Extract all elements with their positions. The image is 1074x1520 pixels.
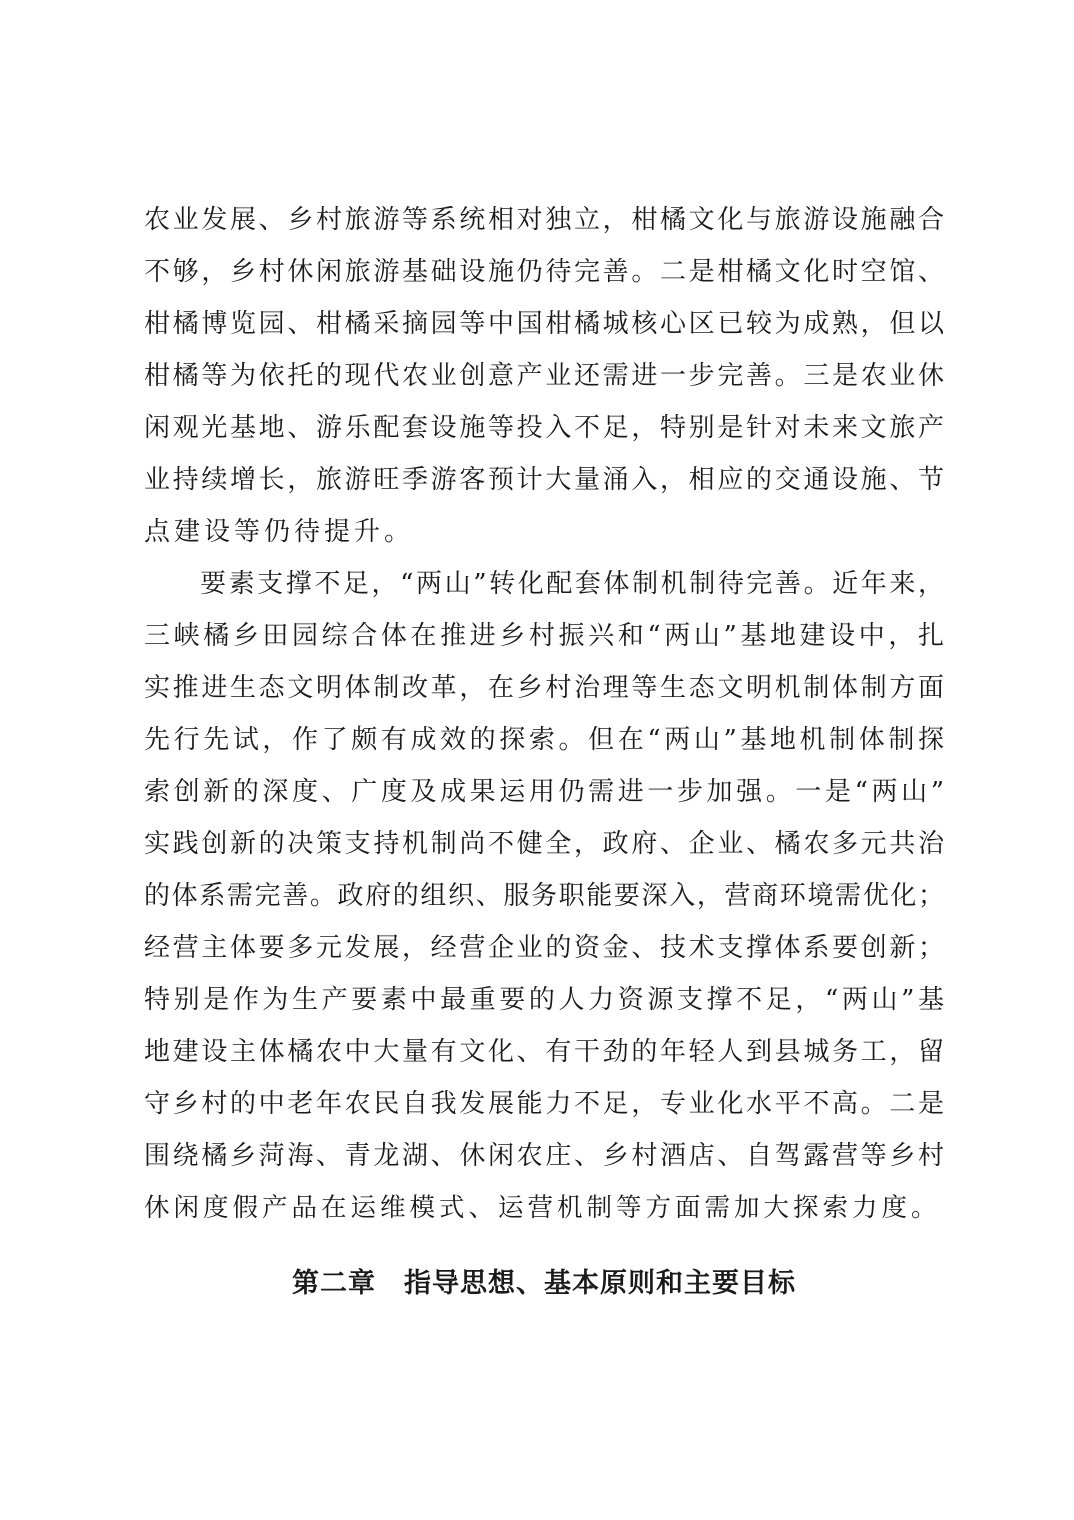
paragraph-2-line-11: 守乡村的中老年农民自我发展能力不足，专业化水平不高。二是	[144, 1089, 944, 1119]
paragraph-2-line-2: 三峡橘乡田园综合体在推进乡村振兴和“两山”基地建设中，扎	[144, 621, 944, 651]
paragraph-2-line-8: 经营主体要多元发展，经营企业的资金、技术支撑体系要创新；	[144, 933, 944, 963]
paragraph-2-line-6: 实践创新的决策支持机制尚不健全，政府、企业、橘农多元共治	[144, 829, 944, 859]
paragraph-1-line-7: 点建设等仍待提升。	[144, 517, 415, 547]
paragraph-1-line-1: 农业发展、乡村旅游等系统相对独立，柑橘文化与旅游设施融合	[144, 205, 944, 235]
paragraph-1-line-5: 闲观光基地、游乐配套设施等投入不足，特别是针对未来文旅产	[144, 413, 944, 443]
paragraph-2-line-5: 索创新的深度、广度及成果运用仍需进一步加强。一是“两山”	[144, 777, 944, 807]
document-page	[144, 0, 944, 1520]
paragraph-2-line-12: 围绕橘乡菏海、青龙湖、休闲农庄、乡村酒店、自驾露营等乡村	[144, 1141, 944, 1171]
paragraph-2-line-7: 的体系需完善。政府的组织、服务职能要深入，营商环境需优化；	[144, 881, 944, 911]
paragraph-1-line-2: 不够，乡村休闲旅游基础设施仍待完善。二是柑橘文化时空馆、	[144, 257, 944, 287]
paragraph-1-line-3: 柑橘博览园、柑橘采摘园等中国柑橘城核心区已较为成熟，但以	[144, 309, 944, 339]
paragraph-2-line-1: 要素支撑不足，“两山”转化配套体制机制待完善。近年来，	[200, 569, 944, 599]
paragraph-2-line-9: 特别是作为生产要素中最重要的人力资源支撑不足，“两山”基	[144, 985, 944, 1015]
paragraph-1-line-4: 柑橘等为依托的现代农业创意产业还需进一步完善。三是农业休	[144, 361, 944, 391]
paragraph-1-line-6: 业持续增长，旅游旺季游客预计大量涌入，相应的交通设施、节	[144, 465, 944, 495]
paragraph-2-line-3: 实推进生态文明体制改革，在乡村治理等生态文明机制体制方面	[144, 673, 944, 703]
paragraph-2-line-10: 地建设主体橘农中大量有文化、有干劲的年轻人到县城务工，留	[144, 1037, 944, 1067]
paragraph-2-line-4: 先行先试，作了颇有成效的探索。但在“两山”基地机制体制探	[144, 725, 944, 755]
chapter-title: 第二章 指导思想、基本原则和主要目标	[292, 1268, 796, 1299]
paragraph-2-line-13: 休闲度假产品在运维模式、运营机制等方面需加大探索力度。	[144, 1193, 941, 1223]
